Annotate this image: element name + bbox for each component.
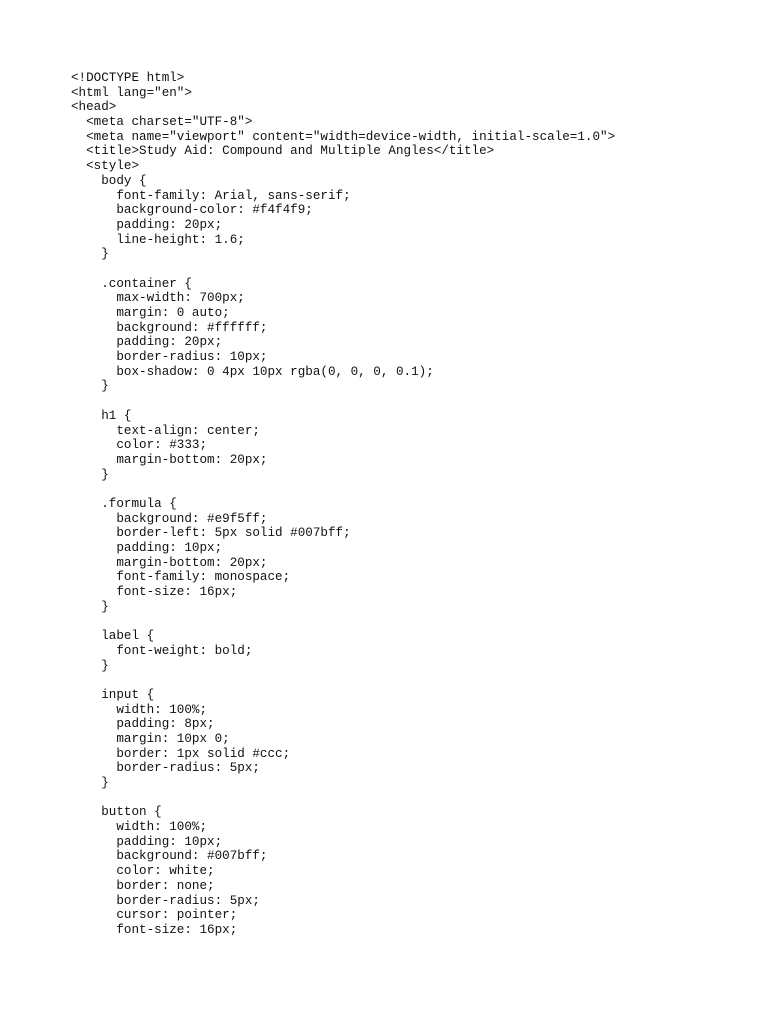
code-line: [71, 614, 751, 629]
code-line: }: [71, 776, 109, 790]
code-line: padding: 8px;: [71, 717, 215, 732]
code-line: <meta name="viewport" content="width=device-width, initial-scale=1.0">: [71, 129, 616, 144]
code-line: background: #ffffff;: [71, 320, 268, 335]
code-line: }: [71, 467, 109, 482]
code-line: <meta charset="UTF-8">: [71, 115, 253, 130]
code-line: [71, 394, 751, 409]
code-line: padding: 20px;: [71, 335, 223, 350]
code-line: padding: 10px;: [71, 834, 223, 849]
code-line: width: 100%;: [71, 820, 208, 835]
code-line: border-radius: 5px;: [71, 893, 260, 908]
code-line: background: #007bff;: [71, 849, 268, 864]
code-line: line-height: 1.6;: [71, 232, 245, 247]
code-line: box-shadow: 0 4px 10px rgba(0, 0, 0, 0.1);: [71, 364, 434, 379]
code-line: body {: [71, 173, 147, 188]
code-line: max-width: 700px;: [71, 291, 245, 306]
code-line: margin: 10px 0;: [71, 731, 230, 746]
code-line: border: none;: [71, 878, 215, 893]
code-line: <title>Study Aid: Compound and Multiple Angles</title>: [71, 144, 495, 159]
code-line: <html lang="en">: [71, 85, 192, 100]
code-line: font-weight: bold;: [71, 643, 253, 658]
code-line: .container {: [71, 276, 192, 291]
code-line: text-align: center;: [71, 423, 260, 438]
code-line: [71, 673, 751, 688]
code-line: margin: 0 auto;: [71, 306, 230, 320]
code-line: font-family: monospace;: [71, 570, 291, 585]
code-line: input {: [71, 687, 155, 702]
code-line: <!DOCTYPE html>: [71, 71, 185, 85]
code-line: }: [71, 599, 109, 614]
code-line: padding: 20px;: [71, 217, 223, 232]
code-line: color: #333;: [71, 438, 208, 453]
code-line: label {: [71, 629, 155, 644]
code-line: margin-bottom: 20px;: [71, 452, 268, 467]
code-line: border-radius: 5px;: [71, 761, 260, 776]
code-line: padding: 10px;: [71, 541, 223, 555]
code-line: [71, 791, 751, 806]
code-line: border: 1px solid #ccc;: [71, 746, 291, 761]
code-line: .formula {: [71, 496, 177, 511]
code-line: color: white;: [71, 864, 215, 879]
code-line: <style>: [71, 159, 140, 174]
code-line: border-radius: 10px;: [71, 350, 268, 365]
code-line: [71, 482, 751, 497]
code-line: }: [71, 658, 109, 673]
code-line: background: #e9f5ff;: [71, 511, 268, 526]
code-line: width: 100%;: [71, 702, 208, 717]
document-page: [71, 71, 751, 938]
code-line: }: [71, 379, 109, 394]
code-line: margin-bottom: 20px;: [71, 555, 268, 570]
code-line: font-family: Arial, sans-serif;: [71, 188, 351, 203]
code-line: border-left: 5px solid #007bff;: [71, 526, 351, 541]
code-line: cursor: pointer;: [71, 908, 238, 923]
code-line: button {: [71, 805, 162, 820]
code-line: }: [71, 247, 109, 262]
code-line: h1 {: [71, 408, 132, 423]
code-line: font-size: 16px;: [71, 922, 238, 937]
code-line: [71, 262, 751, 277]
code-line: font-size: 16px;: [71, 585, 238, 600]
code-line: <head>: [71, 100, 117, 115]
code-line: background-color: #f4f4f9;: [71, 203, 313, 218]
